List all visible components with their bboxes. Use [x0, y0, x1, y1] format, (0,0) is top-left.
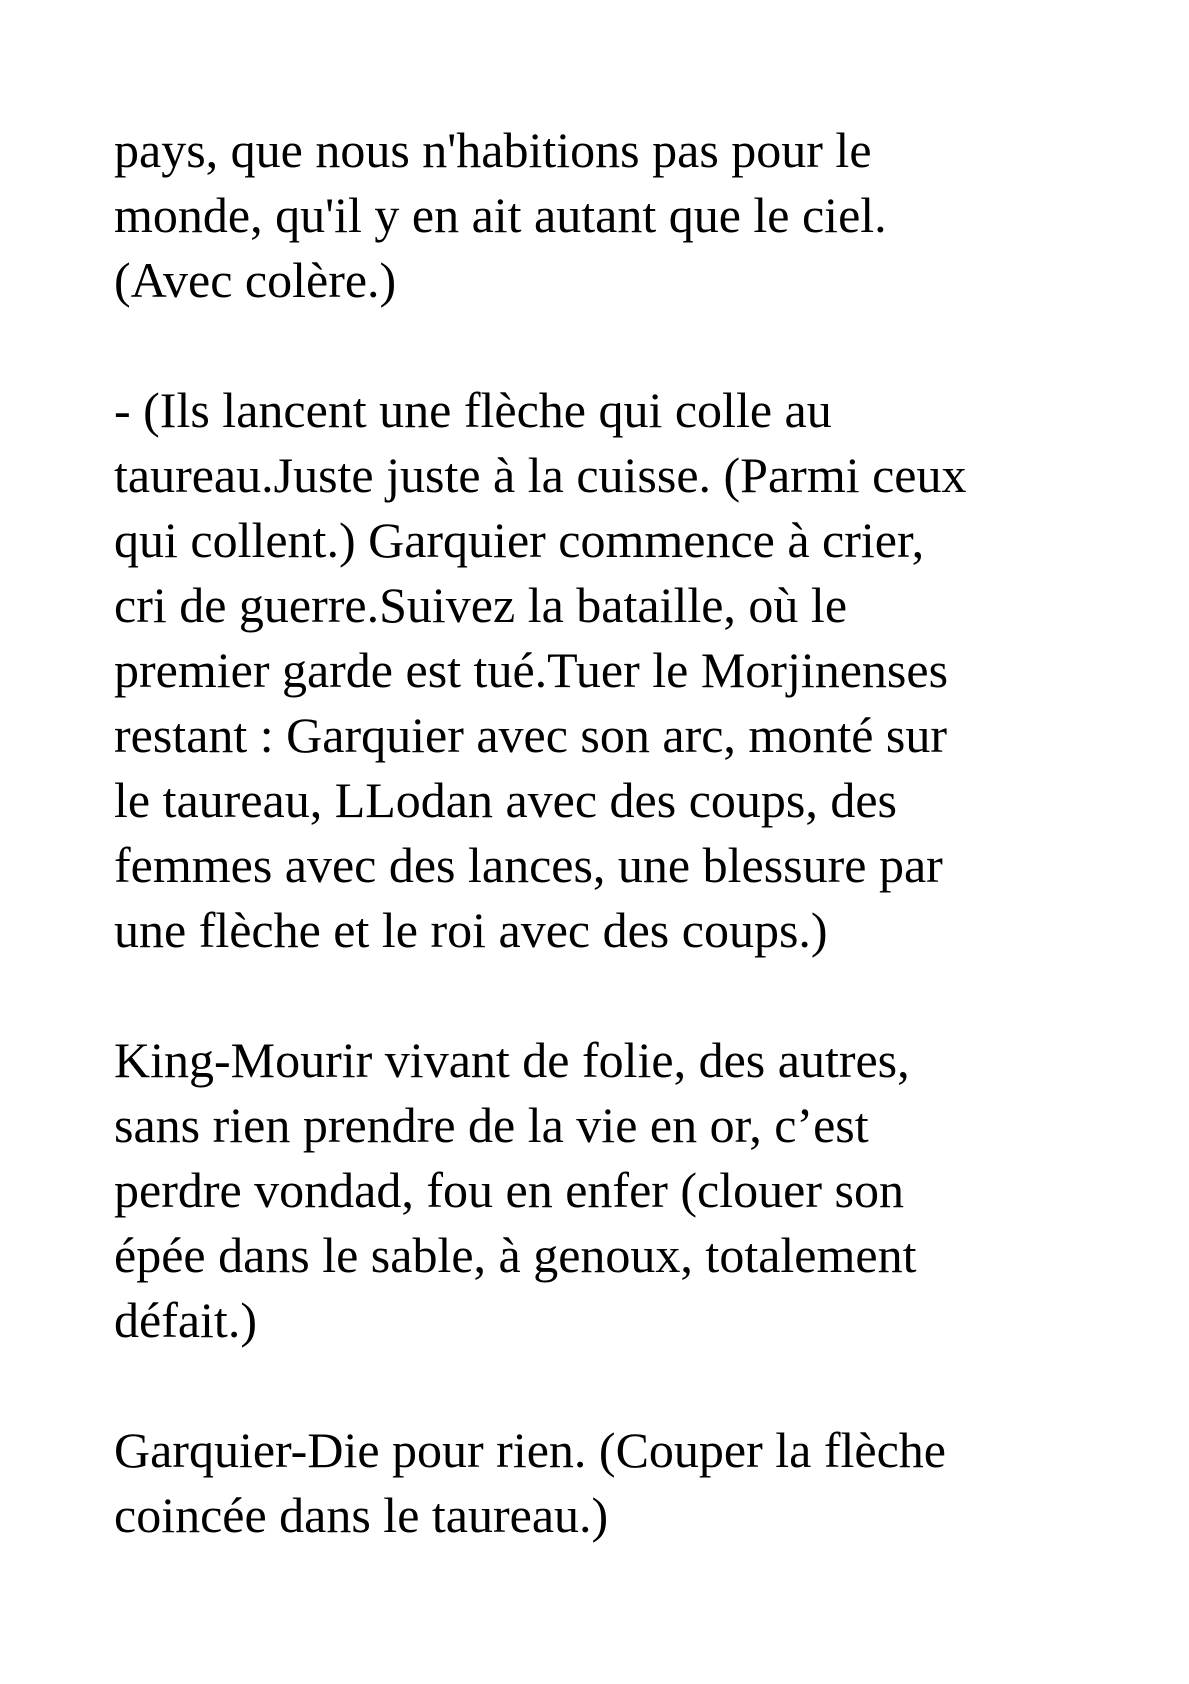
text-line: pays, que nous n'habitions pas pour le [114, 122, 872, 178]
paragraph-3 [114, 1028, 1114, 1353]
paragraph-gap [114, 963, 1114, 1028]
text-line: (Avec colère.) [114, 252, 397, 308]
paragraph-2 [114, 378, 1114, 963]
paragraph-gap [114, 313, 1114, 378]
paragraph-gap [114, 1353, 1114, 1418]
text-line: taureau.Juste juste à la cuisse. (Parmi ceux [114, 447, 967, 503]
text-line: monde, qu'il y en ait autant que le ciel. [114, 187, 887, 243]
text-line: restant : Garquier avec son arc, monté sur [114, 707, 948, 763]
body-text [114, 118, 1114, 1548]
text-line: cri de guerre.Suivez la bataille, où le [114, 577, 848, 633]
text-line: King-Mourir vivant de folie, des autres, [114, 1032, 910, 1088]
text-line: qui collent.) Garquier commence à crier, [114, 512, 925, 568]
text-line: perdre vondad, fou en enfer (clouer son [114, 1162, 904, 1218]
text-line: coincée dans le taureau.) [114, 1487, 609, 1543]
text-line: Garquier-Die pour rien. (Couper la flèche [114, 1422, 946, 1478]
text-line: épée dans le sable, à genoux, totalement [114, 1227, 917, 1283]
paragraph-1 [114, 118, 1114, 313]
text-line: une flèche et le roi avec des coups.) [114, 902, 828, 958]
text-line: le taureau, LLodan avec des coups, des [114, 772, 898, 828]
text-line: premier garde est tué.Tuer le Morjinenses [114, 642, 949, 698]
text-line: femmes avec des lances, une blessure par [114, 837, 943, 893]
text-line: - (Ils lancent une flèche qui colle au [114, 382, 832, 438]
text-line: défait.) [114, 1292, 257, 1348]
paragraph-4 [114, 1418, 1114, 1548]
text-line: sans rien prendre de la vie en or, c’est [114, 1097, 869, 1153]
